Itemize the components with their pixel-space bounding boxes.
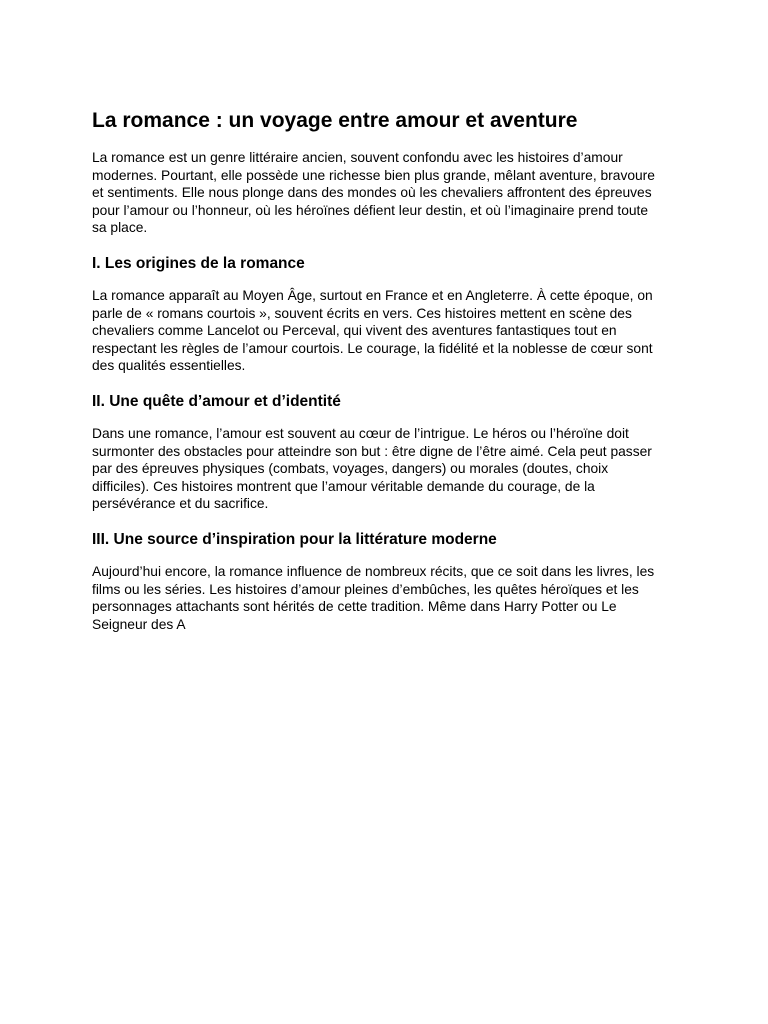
section-inspiration [92,530,676,633]
paragraph-line: respectant les règles de l’amour courtois. Le courage, la fidélité et la noblesse de cœur sont [92,340,653,356]
paragraph-line: difficiles). Ces histoires montrent que l’amour véritable demande du courage, de la [92,478,595,494]
paragraph-line: personnages attachants sont hérités de cette tradition. Même dans Harry Potter ou Le [92,599,617,615]
section-origines [92,254,676,375]
paragraph-line: chevaliers comme Lancelot ou Perceval, qui vivent des aventures fantastiques tout en [92,323,617,339]
paragraph-line: Dans une romance, l’amour est souvent au cœur de l’intrigue. Le héros ou l’héroïne doit [92,425,629,441]
section-paragraph [92,287,676,375]
paragraph-line: surmonter des obstacles pour atteindre son but : être digne de l’être aimé. Cela peut passer [92,443,652,459]
paragraph-line: des qualités essentielles. [92,358,246,374]
paragraph-line: pour l’amour ou l’honneur, où les héroïnes défient leur destin, et où l’imaginaire prend toute [92,202,649,218]
section-heading: II. Une quête d’amour et d’identité [92,392,341,410]
paragraph-line: Seigneur des A [92,616,186,632]
section-paragraph [92,425,676,513]
section-heading: III. Une source d’inspiration pour la littérature moderne [92,530,497,548]
paragraph-line: La romance est un genre littéraire ancien, souvent confondu avec les histoires d’amour [92,150,623,165]
paragraph-line: parle de « romans courtois », souvent écrits en vers. Ces histoires mettent en scène des [92,305,632,321]
intro-paragraph [92,149,676,237]
paragraph-line: et sentiments. Elle nous plonge dans des mondes où les chevaliers affrontent des épreuves [92,185,652,201]
paragraph-line: Aujourd’hui encore, la romance influence de nombreux récits, que ce soit dans les livres, les [92,563,655,579]
section-heading: I. Les origines de la romance [92,254,305,272]
section-quete [92,392,676,513]
paragraph-line: persévérance et du sacrifice. [92,496,269,512]
paragraph-line: sa place. [92,220,148,236]
paragraph-line: par des épreuves physiques (combats, voyages, dangers) ou morales (doutes, choix [92,461,609,477]
paragraph-line: films ou les séries. Les histoires d’amour pleines d’embûches, les quêtes héroïques et les [92,581,639,597]
paragraph-line: La romance apparaît au Moyen Âge, surtout en France et en Angleterre. À cette époque, on [92,287,653,303]
paragraph-line: modernes. Pourtant, elle possède une richesse bien plus grande, mêlant aventure, bravoure [92,167,655,183]
section-paragraph [92,563,676,633]
document-title: La romance : un voyage entre amour et aventure [92,109,578,132]
